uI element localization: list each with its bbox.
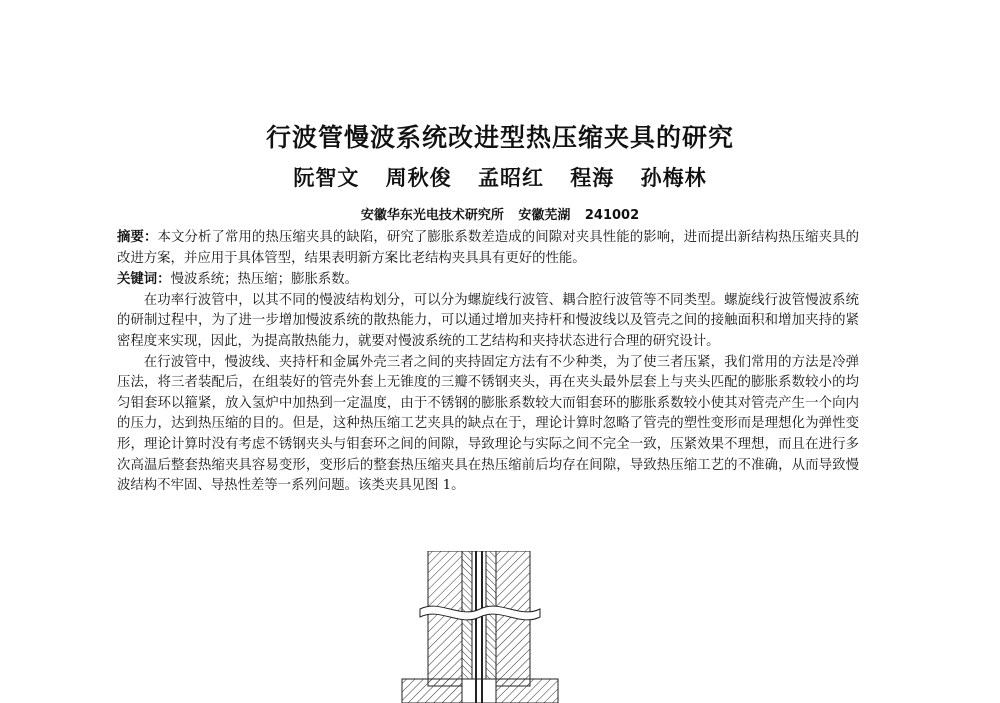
paper-title: 行波管慢波系统改进型热压缩夹具的研究 <box>265 123 734 152</box>
keywords-text: 慢波系统；热压缩；膨胀系数。 <box>170 272 359 288</box>
paragraph-1: 在功率行波管中，以其不同的慢波结构划分，可以分为螺旋线行波管、耦合腔行波管等不同类型。螺旋线行波管慢波系统的研制过程中，为了进一步增加慢波系统的散热能力，可以通过增加夹持杆和慢波线以及管壳之间的接触面积和增加夹持的紧密程度来实现，因此，为提高散热能力，就要对慢波系统的工艺结构和夹持状态进行合理的研究设计。 <box>117 292 859 349</box>
paragraph-2: 在行波管中，慢波线、夹持杆和金属外壳三者之间的夹持固定方法有不少种类，为了使三者压紧，我们常用的方法是冷弹压法，将三者装配后，在组装好的管壳外套上无锥度的三瓣不锈钢夹头，再在夹头最外层套上与夹头匹配的膨胀系数较小的均匀钼套环以箍紧，放入氢炉中加热到一定温度，由于不锈钢的膨胀系数较大而钼套环的膨胀系数较小使其对管壳产生一个向内的压力，达到热压缩的目的。但是，这种热压缩工艺夹具的缺点在于，理论计算时忽略了管壳的塑性变形而是理想化为弹性变形，理论计算时没有考虑不锈钢夹头与钼套环之间的间隙，导致理论与实际之间不完全一致，压紧效果不理想，而且在进行多次高温后整套热缩夹具容易变形，变形后的整套热压缩夹具在热压缩前后均存在间隙，导致热压缩工艺的不准确，从而导致慢波结构不牢固、导热性差等一系列问题。该类夹具见图 1。 <box>117 354 859 494</box>
abstract-label: 摘要： <box>117 229 158 245</box>
body-text <box>117 227 859 497</box>
abstract <box>117 227 859 269</box>
abstract-text: 本文分析了常用的热压缩夹具的缺陷，研究了膨胀系数差造成的间隙对夹具性能的影响，进而提出新结构热压缩夹具的改进方案，并应用于具体管型，结果表明新方案比老结构夹具具有更好的性能。 <box>117 230 860 266</box>
author-list: 阮智文 周秋俊 孟昭红 程海 孙梅林 <box>293 166 707 190</box>
keywords <box>117 269 859 291</box>
keywords-label: 关键词： <box>117 271 171 288</box>
affiliation: 安徽华东光电技术研究所 安徽芜湖 241002 <box>360 208 640 223</box>
figure-1-fixture-drawing <box>390 551 570 703</box>
